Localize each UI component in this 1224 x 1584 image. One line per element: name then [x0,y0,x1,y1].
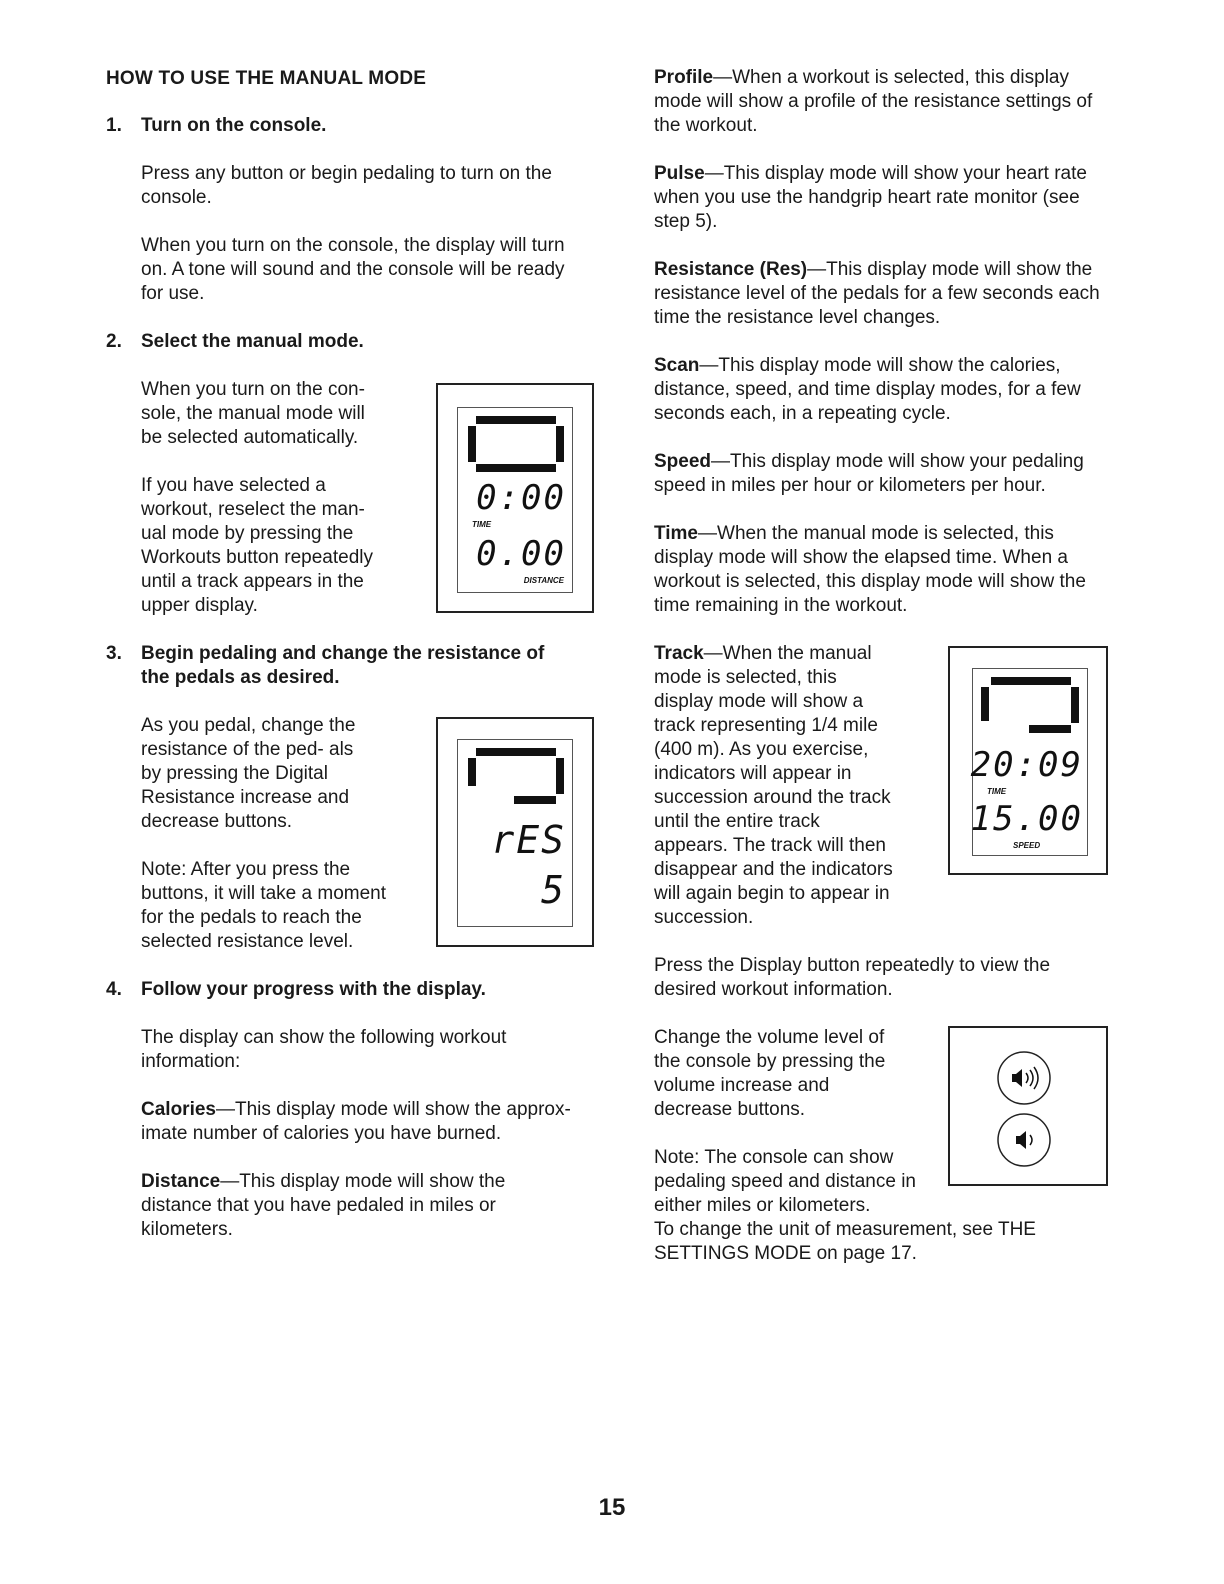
left-column [106,66,606,1242]
speed-description: Speed—This display mode will show your pedaling speed in miles per hour or kilometers per hour. [654,451,1084,496]
time-readout: 0:00 [476,478,566,518]
calories-description: Calories—This display mode will show the approx- imate number of calories you have burned. [141,1099,571,1144]
step-2-paragraph-1: When you turn on the con- sole, the manual mode will be selected automatically. [141,379,365,448]
step-3-paragraph-1: As you pedal, change the resistance of the ped- als by pressing the Digital Resistance increase and decrease buttons. [141,715,356,832]
track-display-figure [948,646,1108,875]
distance-readout: 0.00 [476,534,566,574]
step-3-title: 3. Begin pedaling and change the resistance of the pedals as desired. [106,643,545,688]
resistance-description: Resistance (Res)—This display mode will show the resistance level of the pedals for a few seconds each time the resistance level changes. [654,259,1100,328]
step-1-title: 1. Turn on the console. [106,115,327,136]
speed-readout: 15.00 [970,799,1083,839]
resistance-level-readout: 5 [541,868,566,912]
step-3-paragraph-2: Note: After you press the buttons, it will take a moment for the pedals to reach the selected resistance level. [141,859,386,952]
page-number: 15 [598,1494,626,1521]
distance-description: Distance—This display mode will show the distance that you have pedaled in miles or kilometers. [141,1171,506,1240]
units-note: Note: The console can show pedaling speed and distance in either miles or kilometers. [654,1147,916,1216]
step-4-paragraph-1: The display can show the following workout information: [141,1027,507,1072]
step-1-paragraph-1: Press any button or begin pedaling to turn on the console. [141,163,552,208]
section-heading: HOW TO USE THE MANUAL MODE [106,68,427,89]
manual-mode-display-figure [436,383,594,613]
volume-buttons-figure [948,1026,1108,1186]
scan-description: Scan—This display mode will show the calories, distance, speed, and time display modes, for a few seconds each, in a repeating cycle. [654,355,1081,424]
time-label: TIME [472,520,492,529]
display-button-instruction: Press the Display button repeatedly to view the desired workout information. [654,955,1051,1000]
time-label: TIME [987,787,1007,796]
volume-increase-button[interactable] [998,1052,1050,1104]
pulse-description: Pulse—This display mode will show your heart rate when you use the handgrip heart rate monitor (see step 5). [654,163,1087,232]
distance-label: DISTANCE [523,576,564,585]
step-2-paragraph-2: If you have selected a workout, reselect the man- ual mode by pressing the Workouts button repeatedly until a track appears in the upper display. [141,475,374,616]
step-1-paragraph-2: When you turn on the console, the display will turn on. A tone will sound and the console will be ready for use. [141,235,565,304]
speed-label: SPEED [1013,841,1041,850]
units-instruction: To change the unit of measurement, see THE SETTINGS MODE on page 17. [654,1219,1036,1264]
elapsed-time-readout: 20:09 [970,745,1083,785]
step-2-title: 2. Select the manual mode. [106,331,364,352]
track-description: Track—When the manual mode is selected, this display mode will show a track representing 1/4 mile (400 m). As you exercise, indicators will appear in succession around the track until the entire track appears. The track will then disappear and the indicators will again begin to appear in succession. [654,643,893,928]
step-4-title: 4. Follow your progress with the display. [106,979,486,1000]
lcd-screen [457,407,573,593]
profile-description: Profile—When a workout is selected, this display mode will show a profile of the resistance settings of the workout. [654,67,1093,136]
resistance-display-figure [436,717,594,947]
lcd-screen [972,668,1088,856]
time-description: Time—When the manual mode is selected, this display mode will show the elapsed time. When a workout is selected, this display mode will show the time remaining in the workout. [654,523,1086,616]
resistance-label-readout: rES [491,818,566,862]
volume-decrease-button[interactable] [998,1114,1050,1166]
lcd-screen [457,739,573,927]
volume-instruction: Change the volume level of the console by pressing the volume increase and decrease buttons. [654,1027,886,1120]
